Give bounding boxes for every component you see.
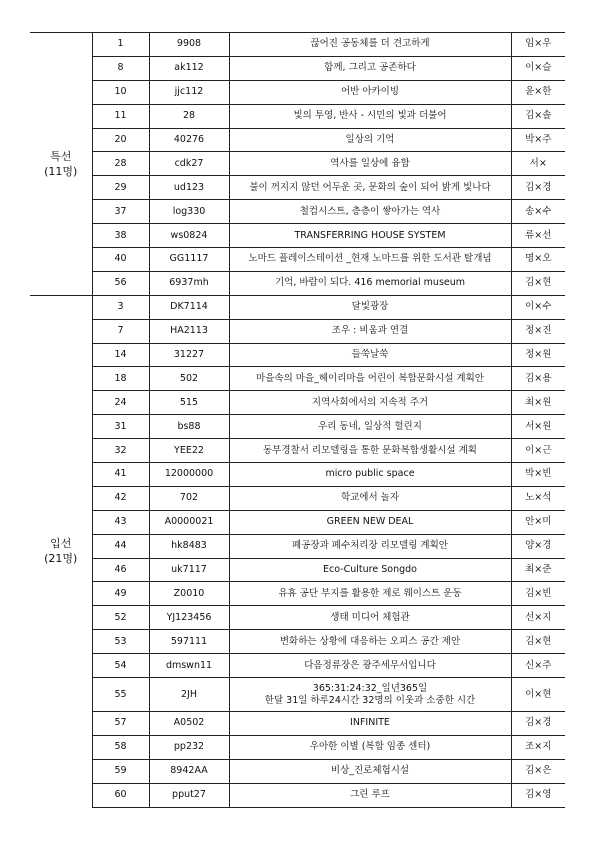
entry-number: 53 (92, 630, 149, 654)
entry-number: 10 (92, 80, 149, 104)
table-row (30, 200, 565, 224)
entry-name: 양×경 (511, 534, 565, 558)
table-row (30, 415, 565, 439)
entry-id: 597111 (149, 630, 229, 654)
entry-id: 702 (149, 486, 229, 510)
entry-title: 조우 : 비움과 연결 (229, 319, 511, 343)
entry-name: 김×현 (511, 271, 565, 295)
entry-name: 김×은 (511, 759, 565, 783)
entry-number: 11 (92, 104, 149, 128)
entry-id: uk7117 (149, 558, 229, 582)
entry-id: Z0010 (149, 582, 229, 606)
entry-title: 우리 동네, 일상적 헐린지 (229, 415, 511, 439)
entry-title: 노마드 플레이스테이션 _현재 노마드를 위한 도서관 탈개념 (229, 248, 511, 272)
entry-title: 그린 루프 (229, 783, 511, 807)
entry-title: 기억, 바람이 되다. 416 memorial museum (229, 271, 511, 295)
table-row (30, 712, 565, 736)
entry-number: 40 (92, 248, 149, 272)
entry-title: Eco-Culture Songdo (229, 558, 511, 582)
table-row (30, 367, 565, 391)
entry-id: ak112 (149, 56, 229, 80)
entry-number: 46 (92, 558, 149, 582)
entry-number: 14 (92, 343, 149, 367)
table-row (30, 654, 565, 678)
entry-title: 생태 미디어 체험관 (229, 606, 511, 630)
entry-title: 비상_진로체험시설 (229, 759, 511, 783)
table-row (30, 128, 565, 152)
entry-name: 이×슬 (511, 56, 565, 80)
group-label: 입선 (50, 537, 72, 551)
entry-title: 일상의 기억 (229, 128, 511, 152)
entry-name: 박×빈 (511, 463, 565, 487)
entry-number: 55 (92, 678, 149, 712)
entry-number: 31 (92, 415, 149, 439)
table-row (30, 439, 565, 463)
entry-id: 8942AA (149, 759, 229, 783)
entry-name: 노×석 (511, 486, 565, 510)
table-row (30, 271, 565, 295)
table-row (30, 80, 565, 104)
group-count: (21명) (44, 552, 78, 566)
table-row (30, 534, 565, 558)
entry-number: 3 (92, 295, 149, 319)
entry-name: 이×현 (511, 678, 565, 712)
entry-number: 7 (92, 319, 149, 343)
entry-id: ws0824 (149, 224, 229, 248)
entry-title: 유휴 공단 부지를 활용한 제로 웨이스트 운동 (229, 582, 511, 606)
entry-name: 신×주 (511, 654, 565, 678)
table-row (30, 224, 565, 248)
entry-name: 최×원 (511, 391, 565, 415)
table-row (30, 630, 565, 654)
entry-name: 조×지 (511, 735, 565, 759)
table-row (30, 391, 565, 415)
entry-id: DK7114 (149, 295, 229, 319)
entry-number: 57 (92, 712, 149, 736)
table-row (30, 33, 565, 57)
entry-name: 류×선 (511, 224, 565, 248)
entry-id: log330 (149, 200, 229, 224)
entry-name: 윤×한 (511, 80, 565, 104)
entry-title: 역사를 일상에 융합 (229, 152, 511, 176)
entry-number: 42 (92, 486, 149, 510)
entry-id: 40276 (149, 128, 229, 152)
entry-id: hk8483 (149, 534, 229, 558)
entry-id: 502 (149, 367, 229, 391)
table-row (30, 606, 565, 630)
entry-title: micro public space (229, 463, 511, 487)
entry-number: 24 (92, 391, 149, 415)
entry-number: 59 (92, 759, 149, 783)
entry-name: 임×우 (511, 33, 565, 57)
entry-id: pput27 (149, 783, 229, 807)
entry-number: 52 (92, 606, 149, 630)
entry-name: 서× (511, 152, 565, 176)
entry-id: jjc112 (149, 80, 229, 104)
entry-number: 32 (92, 439, 149, 463)
entry-name: 김×빈 (511, 582, 565, 606)
table-row (30, 678, 565, 712)
entry-title: 변화하는 상황에 대응하는 오피스 공간 제안 (229, 630, 511, 654)
table-row (30, 343, 565, 367)
group-label-cell (30, 295, 92, 807)
entry-title-line: 한달 31일 하루24시간 32명의 이웃과 소중한 시간 (264, 694, 476, 706)
entry-number: 1 (92, 33, 149, 57)
entry-id: 31227 (149, 343, 229, 367)
entry-name: 김×경 (511, 712, 565, 736)
entry-number: 28 (92, 152, 149, 176)
entry-name: 김×경 (511, 176, 565, 200)
entry-number: 41 (92, 463, 149, 487)
table-row (30, 558, 565, 582)
entry-name: 이×근 (511, 439, 565, 463)
entry-title: 달빛광장 (229, 295, 511, 319)
entry-id: dmswn11 (149, 654, 229, 678)
entry-name: 서×원 (511, 415, 565, 439)
entry-title: 철컴시스트, 층층이 쌓아가는 역사 (229, 200, 511, 224)
entry-id: ud123 (149, 176, 229, 200)
entry-title: 불이 꺼지지 않던 어두운 곳, 문화의 숲이 되어 밝게 빛나다 (229, 176, 511, 200)
entry-title-line: 365:31:24:32_일년365일 (312, 682, 428, 694)
entry-number: 29 (92, 176, 149, 200)
entry-id: 515 (149, 391, 229, 415)
entry-id: 12000000 (149, 463, 229, 487)
entry-id: YJ123456 (149, 606, 229, 630)
entry-id: A0502 (149, 712, 229, 736)
entry-number: 60 (92, 783, 149, 807)
entry-title: 함께, 그리고 공존하다 (229, 56, 511, 80)
entry-number: 43 (92, 510, 149, 534)
table-row (30, 248, 565, 272)
entry-name: 선×지 (511, 606, 565, 630)
entry-title: 폐공장과 폐수처리장 리모델링 계획안 (229, 534, 511, 558)
table-row (30, 104, 565, 128)
entry-title: 학교에서 놀자 (229, 486, 511, 510)
entry-id: bs88 (149, 415, 229, 439)
table-row (30, 463, 565, 487)
entry-number: 38 (92, 224, 149, 248)
entry-name: 정×진 (511, 319, 565, 343)
entry-number: 56 (92, 271, 149, 295)
table-row (30, 486, 565, 510)
entry-id: 9908 (149, 33, 229, 57)
entry-number: 18 (92, 367, 149, 391)
table-row (30, 783, 565, 807)
entry-name: 명×오 (511, 248, 565, 272)
entry-title: 어반 아카이빙 (229, 80, 511, 104)
entry-title: GREEN NEW DEAL (229, 510, 511, 534)
entry-title (229, 678, 511, 712)
group-label: 특선 (50, 149, 72, 163)
entry-title: 다음정류장은 광주세무서입니다 (229, 654, 511, 678)
entry-name: 이×수 (511, 295, 565, 319)
entry-name: 김×영 (511, 783, 565, 807)
table-row (30, 56, 565, 80)
entry-title: 지역사회에서의 지속적 주거 (229, 391, 511, 415)
entry-number: 58 (92, 735, 149, 759)
table-row (30, 582, 565, 606)
entry-id: GG1117 (149, 248, 229, 272)
entry-title: 빛의 투영, 반사 - 시민의 빛과 더불어 (229, 104, 511, 128)
entry-id: cdk27 (149, 152, 229, 176)
entry-name: 박×주 (511, 128, 565, 152)
entry-id: HA2113 (149, 319, 229, 343)
entry-id: 28 (149, 104, 229, 128)
entry-name: 김×솔 (511, 104, 565, 128)
entry-title: TRANSFERRING HOUSE SYSTEM (229, 224, 511, 248)
entry-id: pp232 (149, 735, 229, 759)
entry-title: INFINITE (229, 712, 511, 736)
table-row (30, 759, 565, 783)
entry-title: 우아한 이별 (복합 임종 센터) (229, 735, 511, 759)
entry-name: 김×현 (511, 630, 565, 654)
entry-title: 끊어진 공동체를 더 견고하게 (229, 33, 511, 57)
entry-number: 8 (92, 56, 149, 80)
entry-title: 마을속의 마을_헤이리마을 어린이 복합문화시설 계획안 (229, 367, 511, 391)
entry-title: 들쑥날쑥 (229, 343, 511, 367)
entry-name: 정×원 (511, 343, 565, 367)
group-count: (11명) (44, 164, 78, 178)
table-row (30, 319, 565, 343)
entry-id: 6937mh (149, 271, 229, 295)
awards-table-body (30, 33, 565, 808)
entry-number: 54 (92, 654, 149, 678)
entry-name: 안×미 (511, 510, 565, 534)
entry-number: 49 (92, 582, 149, 606)
table-row (30, 295, 565, 319)
entry-number: 44 (92, 534, 149, 558)
entry-name: 최×준 (511, 558, 565, 582)
entry-title: 동부경찰서 리모델링을 통한 문화복합생활시설 계획 (229, 439, 511, 463)
entry-id: YEE22 (149, 439, 229, 463)
entry-id: 2JH (149, 678, 229, 712)
entry-name: 김×용 (511, 367, 565, 391)
entry-name: 송×수 (511, 200, 565, 224)
entry-number: 20 (92, 128, 149, 152)
awards-table (30, 32, 565, 808)
table-row (30, 735, 565, 759)
entry-id: A0000021 (149, 510, 229, 534)
table-row (30, 176, 565, 200)
table-row (30, 510, 565, 534)
table-row (30, 152, 565, 176)
entry-number: 37 (92, 200, 149, 224)
group-label-cell (30, 33, 92, 296)
